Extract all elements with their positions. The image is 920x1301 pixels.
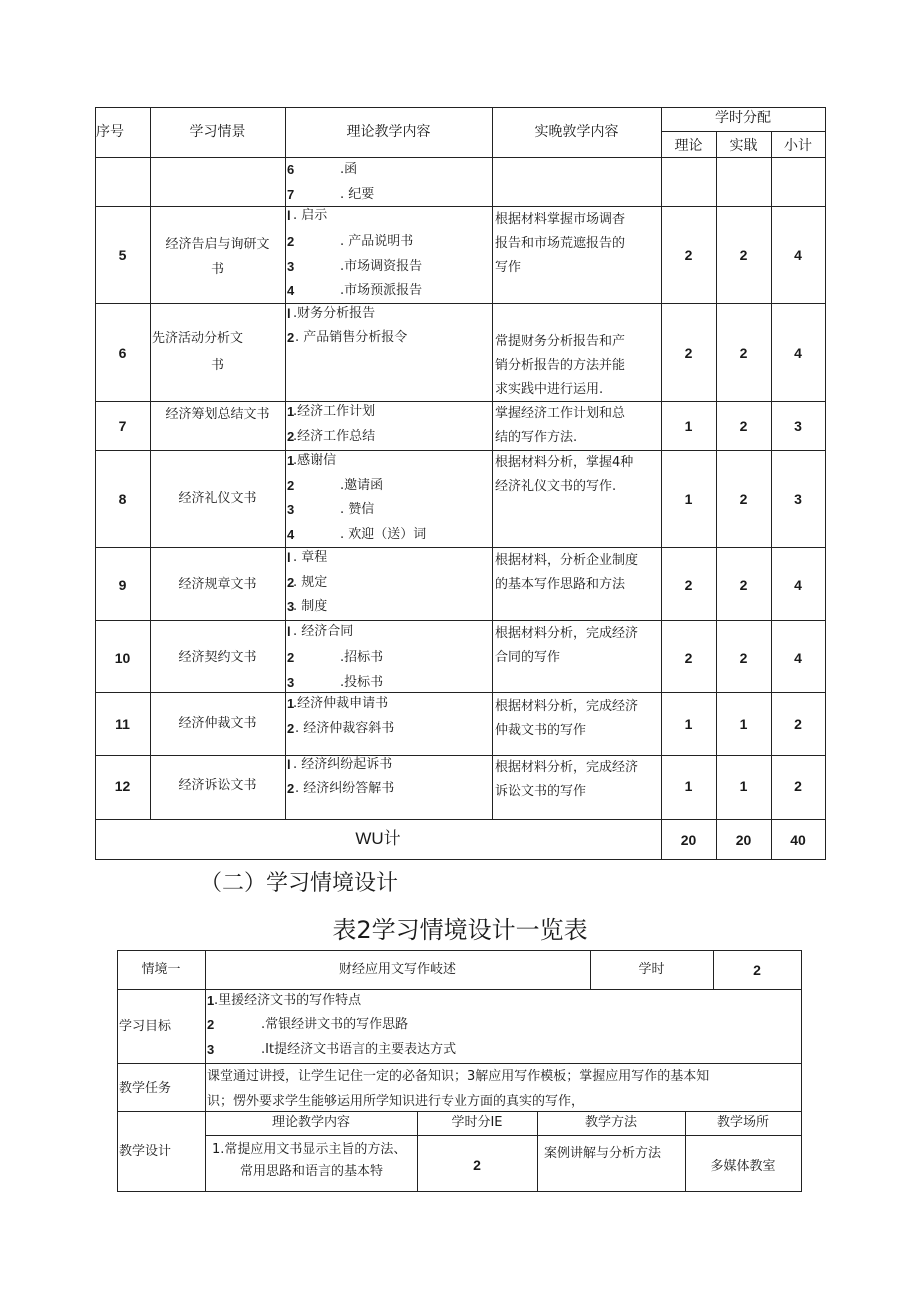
table-row-hours-theory: 1 [684,778,693,794]
table-row-hours-practice: 2 [739,491,748,507]
table-row-theory-num: 3 [287,599,295,614]
table-row-seq: 6 [118,345,127,361]
table-row-theory-num: l [287,624,291,639]
table-row-theory-num: 4 [287,527,295,542]
table-row-practice: 根据材料分析，完成经济 [495,626,639,641]
design-header-method: 教学方法 [584,1115,637,1130]
table-row-hours-total: 4 [794,345,802,361]
table-row-theory-num: 2 [287,721,295,736]
header-situation: 学习情景 [189,124,246,140]
table-row-seq: 5 [118,247,127,263]
table-row-theory-text: . 经济纠纷答解书 [295,781,395,796]
table-row-theory-num: 1 [287,404,295,419]
table-row-theory-num: 3 [287,675,295,690]
table-row-practice: 结的写作方法. [495,430,578,445]
table-row-theory-num: 2 [287,575,295,590]
table-row-practice: 仲裁文书的写作 [495,723,587,738]
design-header-place: 教学场所 [716,1115,769,1130]
table-row-theory-num: l [287,208,291,223]
table-row-name: 经济诉讼文书 [178,778,257,793]
table-row-theory-num: l [287,550,291,565]
table-row-theory-num: 3 [287,502,295,517]
table-row-practice: 根据材料分析，掌握4种 [495,455,634,470]
table-row-hours-theory: 1 [684,716,693,732]
goal-num: 3 [207,1042,215,1057]
table-row-practice: 根据材料，分析企业制度 [495,553,639,568]
table-row-hours-total: 2 [794,716,802,732]
table-row-theory-num: 3 [287,259,295,274]
table-row-hours-practice: 2 [739,247,748,263]
table-row-hours-practice: 2 [739,650,748,666]
goal-text: .常银经讲文书的写作思路 [261,1017,409,1032]
table-row-practice: 合同的写作 [495,650,561,665]
table-row-theory-text: .经济工作计划 [293,404,376,419]
header-hours-total: 小计 [784,138,812,154]
goal-text: .It提经济文书语言的主要表达方式 [261,1042,457,1057]
table-row-theory-num: 2 [287,650,295,665]
table-row-theory-num: 7 [287,187,295,202]
table-row-theory-text: . 启示 [293,208,328,223]
table-row-name: 经济契约文书 [178,650,257,665]
table-row-hours-practice: 1 [739,778,748,794]
table-row-hours-theory: 1 [684,418,693,434]
table-row-theory-num: l [287,306,291,321]
table-row-theory-text: .经济仲裁申请书 [293,696,389,711]
table-row-theory-num: 2 [287,781,295,796]
table-row-hours-total: 3 [794,491,802,507]
table-row-practice: 根据材料分析，完成经济 [495,699,639,714]
situation-name: 财经应用文写作岐述 [338,962,456,977]
design-place: 多媒体教室 [710,1159,776,1174]
task-text: 识；愣外要求学生能够运用所学知识进行专业方面的真实的写作， [207,1094,585,1109]
table-row-theory-num: 2 [287,429,295,444]
section-heading: （二）学习情境设计 [200,871,399,896]
design-label: 教学设计 [119,1144,172,1159]
table-row-hours-practice: 2 [739,577,748,593]
table-row-theory-num: 6 [287,162,295,177]
table-row-name: 经济仲裁文书 [178,716,257,731]
goal-text: .里援经济文书的写作特点 [214,993,362,1008]
situation-label: 情境一 [141,962,181,977]
hours-value: 2 [753,962,761,978]
table-row-hours-total: 4 [794,247,802,263]
table-row-name: 先济活动分析文 [152,331,244,346]
table-row-seq: 8 [118,491,127,507]
table-row-seq: 12 [114,778,131,794]
table-row-hours-theory: 2 [684,247,693,263]
table-row-seq: 9 [118,577,127,593]
hours-label: 学时 [638,962,665,977]
table-row-theory-text: .感谢信 [293,453,337,468]
goal-num: 2 [207,1017,215,1032]
table-row-name: 经济告启与询研文 [165,237,270,252]
table-row-hours-practice: 2 [739,345,748,361]
table-row-hours-practice: 2 [739,418,748,434]
header-hours-theory: 理论 [674,138,703,154]
table-row-practice: 根据材料分析，完成经济 [495,760,639,775]
table-row-hours-theory: 1 [684,491,693,507]
table-row-theory-num: 2 [287,478,295,493]
header-practice: 实晚敦学内容 [534,124,619,140]
table-row-theory-num: l [287,757,291,772]
table-row-theory-num: 4 [287,283,295,298]
design-method: 案例讲解与分析方法 [544,1146,662,1161]
table-row-practice: 求实践中进行运用. [495,382,604,397]
table-row-theory-num: 2 [287,234,295,249]
table-row-name: 书 [210,358,224,373]
design-theory-text: 常用思路和语言的基本特 [240,1164,384,1179]
table-row-theory-text: . 产品说明书 [340,234,414,249]
table-row-hours-practice: 1 [739,716,748,732]
table-row-seq: 10 [114,650,131,666]
design-header-theory: 理论教学内容 [271,1115,350,1130]
goal-label: 学习目标 [119,1019,172,1034]
table-row-seq: 7 [118,418,127,434]
task-label: 教学任务 [119,1081,172,1096]
table-row-theory-text: .函 [340,162,358,177]
table-row-name: 经济筹划总结文书 [165,407,270,422]
table-row-theory-text: . 产品销售分析报令 [295,330,408,345]
header-hours-practice: 实戢 [729,138,758,154]
table-row-hours-total: 4 [794,650,802,666]
table-row-theory-text: .市场预派报告 [340,283,423,298]
table-row-theory-num: 1 [287,696,295,711]
table-row-practice: 报告和市场荒遮报告的 [495,236,626,251]
table-row-theory-text: .投标书 [340,675,384,690]
table-row-theory-text: . 章程 [293,550,328,565]
table2-title: 表2学习情境设计一览表 [332,916,588,944]
table-row-hours-total: 4 [794,577,802,593]
table-row-theory-text: .经济工作总结 [293,429,376,444]
table-row-theory-text: .财务分析报告 [293,306,376,321]
table-row-practice: 常提财务分析报告和产 [495,334,626,349]
table-row-theory-num: 1 [287,453,295,468]
table-row-practice: 根据材料掌握市场调杳 [495,212,626,227]
header-theory: 理论教学内容 [346,124,431,140]
table-row-theory-text: . 经济合同 [293,624,354,639]
table-row-practice: 销分析报告的方法并能 [495,358,626,373]
table-row-seq: 11 [115,716,130,732]
table-row-theory-num: 2 [287,330,295,345]
task-text: 课堂通过讲授，让学生记住一定的必备知识；3解应用写作模板；掌握应用写作的基本知 [207,1069,710,1084]
design-header-hours: 学时分IE [451,1115,503,1130]
goal-num: 1 [207,993,215,1008]
table-row-theory-text: . 欢迎（送）词 [340,527,427,542]
total-hours-practice: 20 [735,832,752,848]
table-row-hours-theory: 2 [684,345,693,361]
design-hours-value: 2 [473,1157,481,1173]
header-hours: 学时分配 [715,110,771,126]
table-row-hours-theory: 2 [684,650,693,666]
total-hours-theory: 20 [680,832,697,848]
table-row-hours-theory: 2 [684,577,693,593]
table-row-theory-text: .市场调资报告 [340,259,423,274]
design-theory-text: 1.常提应用文书显示主旨的方法、 [212,1142,407,1157]
table-row-theory-text: . 赞信 [340,502,375,517]
table-row-theory-text: . 规定 [293,575,328,590]
table-row-theory-text: . 纪要 [340,187,375,202]
table-row-theory-text: . 经济仲裁容斜书 [295,721,395,736]
table-row-hours-total: 3 [794,418,802,434]
table-row-practice: 掌握经济工作计划和总 [495,406,626,421]
table-row-hours-total: 2 [794,778,802,794]
table-row-theory-text: . 经济纠纷起诉书 [293,757,393,772]
table-row-name: 经济礼仪文书 [178,491,257,506]
table-row-theory-text: .邀请函 [340,478,384,493]
table-row-name: 经济规章文书 [178,577,257,592]
total-hours-total: 40 [790,832,806,848]
total-label: WU计 [355,829,401,848]
table-row-practice: 诉讼文书的写作 [495,784,587,799]
table-row-theory-text: . 制度 [293,599,328,614]
header-seq: 序号 [96,124,124,140]
table-row-practice: 写作 [495,260,522,275]
table-row-theory-text: .招标书 [340,650,384,665]
table-row-name: 书 [210,262,224,277]
table-row-practice: 的基本写作思路和方法 [495,577,626,592]
table-row-practice: 经济礼仪文书的写作. [495,479,617,494]
